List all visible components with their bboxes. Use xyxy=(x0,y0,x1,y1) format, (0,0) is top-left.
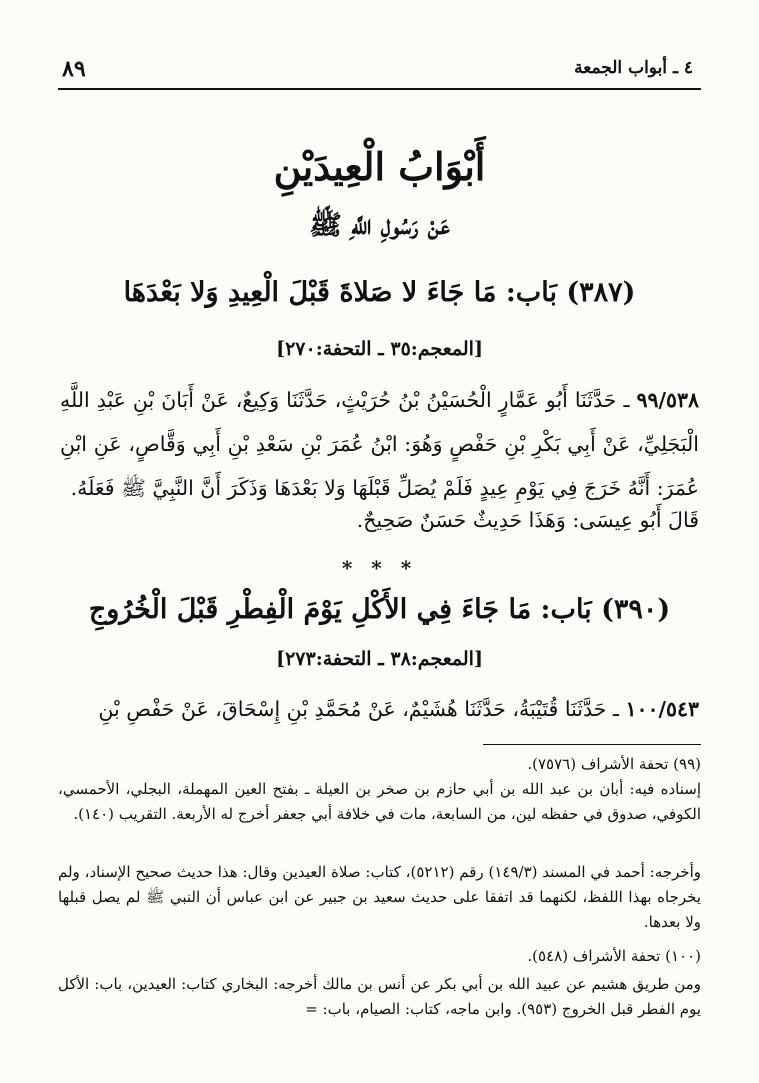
chapter-title-387: (٣٨٧) بَاب: مَا جَاءَ لا صَلاةَ قَبْلَ الْعِيدِ وَلا بَعْدَهَا xyxy=(123,277,636,308)
running-header: ٤ ـ أبواب الجمعة xyxy=(574,58,693,78)
page-number: ٨٩ xyxy=(62,56,86,82)
footnote-100: (١٠٠) تحفة الأشراف (٥٤٨). xyxy=(527,947,701,965)
section-separator: * * * xyxy=(341,556,418,580)
footnote-99: (٩٩) تحفة الأشراف (٧٥٧٦). xyxy=(527,755,701,773)
footnote-tariq: ومن طريق هشيم عن عبيد الله بن أبي بكر عن أنس بن مالك أخرجه: البخاري كتاب: العيدين، باب: الأكل يوم الفطر قبل الخروج (٩٥٣). وابن ماجه، كتاب: الصيام، باب: = xyxy=(58,975,701,1018)
hadith-grade: قَالَ أَبُو عِيسَى: وَهَذَا حَدِيثٌ حَسَنٌ صَحِيحٌ. xyxy=(356,508,699,532)
chapter-title-390: (٣٩٠) بَاب: مَا جَاءَ فِي الأَكْلِ يَوْمَ الْفِطْرِ قَبْلَ الْخُرُوجِ xyxy=(88,594,671,625)
chapter-reference-390: [المعجم:٣٨ ـ التحفة:٢٧٣] xyxy=(276,648,483,670)
footnote-isnad: إسناده فيه: أبان بن عبد الله بن أبي حازم بن صخر بن العيلة ـ بفتح العين المهملة، البجلي، الأحمسي، الكوفي، صدوق في حفظه لين، من السابعة، مات في خلافة أبي جعفر أخرج له الأربعة. التقريب (١٤٠). xyxy=(58,780,701,823)
hadith-538 xyxy=(60,378,699,510)
header-rule xyxy=(58,88,701,90)
footnote-rule xyxy=(483,744,701,745)
book-subtitle: عَنْ رَسُولِ اللَّهِ ﷺ xyxy=(309,210,450,241)
hadith-543 xyxy=(60,697,699,721)
hadith-number: ١٠٠/٥٤٣ xyxy=(625,697,699,721)
hadith-text: ـ حَدَّثَنَا أَبُو عَمَّارٍ الْحُسَيْنُ بْنُ حُرَيْثٍ، حَدَّثَنَا وَكِيعٌ، عَنْ أَبَانَ بْنِ عَبْدِ اللَّهِ الْبَجَلِيِّ، عَنْ أَبِي بَكْرِ بْنِ حَفْصٍ وَهُوَ: ابْنُ عُمَرَ بْنِ سَعْدِ بْنِ أَبِي وَقَّاصٍ، عَنِ ابْنِ عُمَرَ: أَنَّهُ خَرَجَ فِي يَوْمِ عِيدٍ فَلَمْ يُصَلِّ قَبْلَهَا وَلا بَعْدَهَا وَذَكَرَ أَنَّ النَّبِيَّ ﷺ فَعَلَهُ. xyxy=(60,388,699,500)
hadith-number: ٩٩/٥٣٨ xyxy=(636,388,699,412)
chapter-reference-387: [المعجم:٣٥ ـ التحفة:٢٧٠] xyxy=(276,338,483,360)
book-title: أَبْوَابُ الْعِيدَيْنِ xyxy=(273,144,486,189)
hadith-text: ـ حَدَّثَنَا قُتَيْبَةُ، حَدَّثَنَا هُشَيْمٌ، عَنْ مُحَمَّدِ بْنِ إِسْحَاقَ، عَنْ حَفْصِ بْنِ xyxy=(98,697,626,721)
footnote-takhrij: وأخرجه: أحمد في المسند (١٤٩/٣) رقم (٥٢١٢)، كتاب: صلاة العيدين وقال: هذا حديث صحيح الإسناد، ولم يخرجاه بهذا اللفظ، لكنهما قد اتفقا على حديث سعيد بن جبير عن ابن عباس أن النبي ﷺ لم يصل قبلها ولا بعدها. xyxy=(58,863,701,931)
